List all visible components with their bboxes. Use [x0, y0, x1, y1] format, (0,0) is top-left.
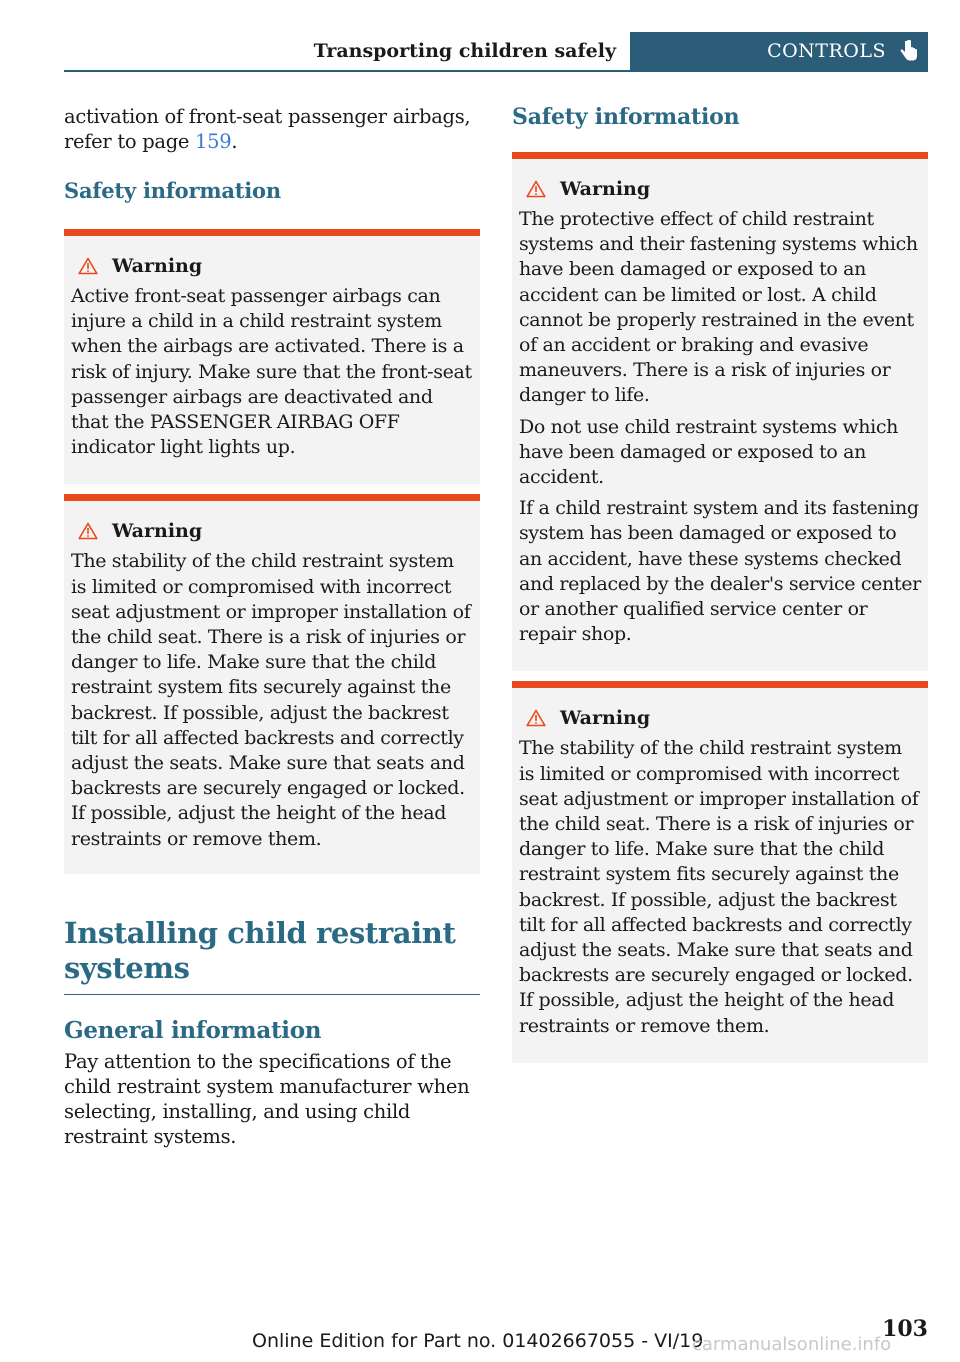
warning-box	[512, 152, 928, 671]
controls-tab-label: CONTROLS	[767, 40, 886, 62]
general-info-text: Pay attention to the specifications of the child restraint system manufacturer when selecting, installing, and using child restraint systems.	[64, 1049, 470, 1148]
warning-triangle-icon	[78, 257, 98, 275]
warning-text: If a child restraint system and its fastening system has been damaged or exposed to an accident, have these systems checked and replaced by the dealer's service center or another qualified service center or repair shop.	[519, 497, 921, 646]
warning-box	[64, 229, 480, 484]
warning-triangle-icon	[526, 180, 546, 198]
warning-text: The stability of the child restraint system is limited or compromised with incorrect seat adjustment or improper installation of the child seat. There is a risk of injuries or danger to life. Make sure that the child restraint system fits securely against the backrest. If possible, adjust the backrest tilt for all affected backrests and correctly adjust the seats. Make sure that seats and backrests are securely engaged or locked. If possible, adjust the height of the head restraints or remove them.	[519, 737, 919, 1037]
warning-title: Warning	[71, 519, 474, 543]
right-column	[512, 104, 928, 1063]
page-header	[64, 32, 928, 72]
warning-text: The protective effect of child restraint systems and their fastening systems which have been damaged or exposed to an accident can be limited or lost. A child cannot be properly restrained in the event of an accident or braking and evasive maneuvers. There is a risk of injuries or danger to life.	[519, 208, 918, 407]
warning-triangle-icon	[526, 709, 546, 727]
section-title: Transporting children safely	[313, 40, 616, 62]
warning-text: Active front-seat passenger airbags can injure a child in a child restraint system when the airbags are activated. There is a risk of injury. Make sure that the front-seat passenger airbags are deactivated and that the PASSENGER AIRBAG OFF indicator light lights up.	[71, 285, 472, 459]
chapter-heading: Installing child restraint systems	[64, 916, 480, 995]
warning-text: The stability of the child restraint system is limited or compromised with incorrect seat adjustment or improper installation of the child seat. There is a risk of injuries or danger to life. Make sure that the child restraint system fits securely against the backrest. If possible, adjust the backrest tilt for all affected backrests and correctly adjust the seats. Make sure that seats and backrests are securely engaged or locked. If possible, adjust the height of the head restraints or remove them.	[71, 550, 471, 850]
warning-title: Warning	[71, 254, 474, 278]
warning-triangle-icon	[78, 522, 98, 540]
hand-pointer-icon	[896, 39, 918, 63]
intro-paragraph: activation of front-seat passenger airbags, refer to page 159.	[64, 105, 471, 153]
left-column	[64, 104, 480, 1149]
page-reference-link[interactable]: 159	[195, 130, 232, 153]
warning-text: Do not use child restraint systems which have been damaged or exposed to an accident.	[519, 415, 899, 489]
warning-box	[512, 681, 928, 1062]
warning-title: Warning	[519, 706, 922, 730]
safety-heading: Safety information	[512, 104, 740, 130]
watermark: carmanualsonline.info	[692, 1334, 892, 1355]
safety-heading: Safety information	[64, 178, 281, 203]
general-info-heading: General information	[64, 1016, 322, 1044]
edition-footer: Online Edition for Part no. 01402667055 - VI/19	[252, 1330, 704, 1352]
controls-tab[interactable]	[630, 32, 928, 70]
page-number: 103	[882, 1316, 928, 1342]
warning-box	[64, 494, 480, 873]
warning-title: Warning	[519, 177, 922, 201]
